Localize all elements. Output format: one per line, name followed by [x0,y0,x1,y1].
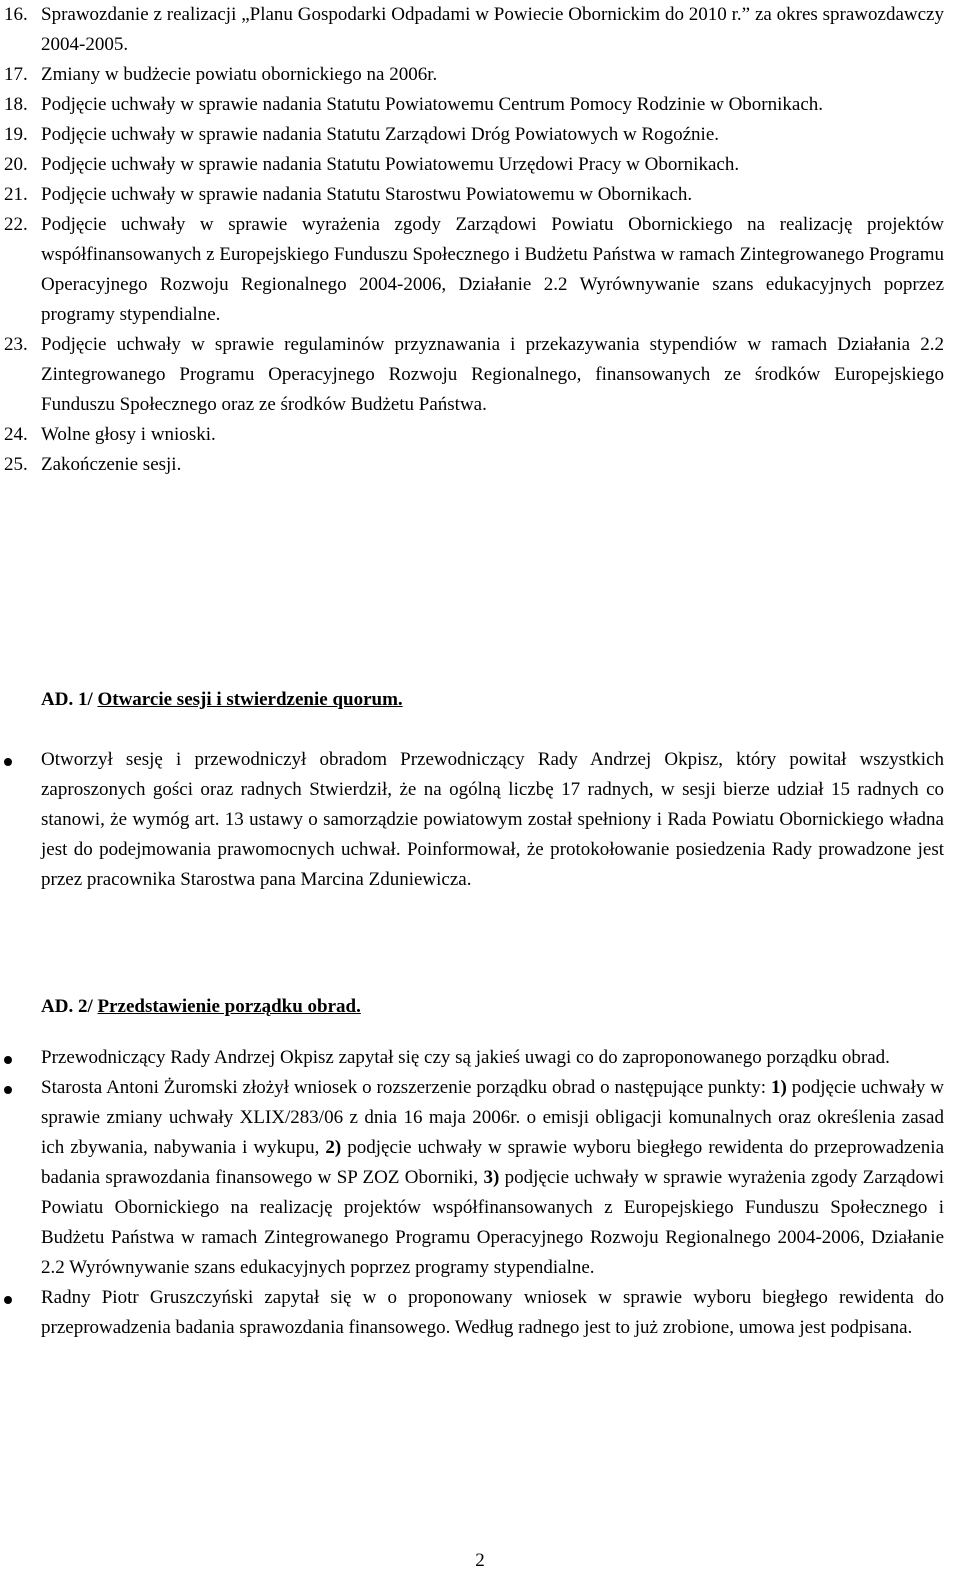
section-1-prefix: AD. 1/ [41,689,98,710]
agenda-item-21 [4,180,944,210]
agenda-number: 18. [4,94,28,115]
agenda-text: Podjęcie uchwały w sprawie nadania Statutu Powiatowemu Urzędowi Pracy w Obornikach. [41,154,740,175]
point-marker: 2) [325,1137,342,1158]
agenda-item-20 [4,150,944,180]
bullet-icon [4,1056,12,1064]
agenda-text: Podjęcie uchwały w sprawie nadania Statutu Starostwu Powiatowemu w Obornikach. [41,184,693,205]
agenda-text: Zakończenie sesji. [41,454,182,475]
agenda-number: 16. [4,4,28,25]
agenda-text: Sprawozdanie z realizacji „Planu Gospodarki Odpadami w Powiecie Obornickim do 2010 r.” za okres sprawozdawczy 2004-2005. [41,4,944,55]
agenda-number: 20. [4,154,28,175]
agenda-item-19 [4,120,944,150]
agenda-number: 22. [4,214,28,235]
section-2-prefix: AD. 2/ [41,996,98,1017]
section-1-bullet [0,745,944,895]
bullet-text-part: Starosta Antoni Żuromski złożył wniosek o rozszerzenie porządku obrad o następujące punkty: [41,1077,771,1098]
agenda-item-22 [4,210,944,330]
bullet-text-part: podjęcie uchwały w sprawie wyrażenia zgody Zarządowi Powiatu Obornickiego na realizację projektów współfinansowanych z Europejskiego Funduszu Społecznego i Budżetu Państwa w ramach Zintegrowanego Programu Operacyjnego Rozwoju Regionalnego 2004-2006, Działanie 2.2 Wyrównywanie szans edukacyjnych poprzez programy stypendialne. [41,1167,944,1278]
agenda-item-16 [4,0,944,60]
bullet-text: Otworzył sesję i przewodniczył obradom Przewodniczący Rady Andrzej Okpisz, który powitał wszystkich zaproszonych gości oraz radnych Stwierdził, że na ogólną liczbę 17 radnych, w sesji bierze udział 15 radnych co stanowi, że wymóg art. 13 ustawy o samorządzie powiatowym został spełniony i Rada Powiatu Obornickiego władna jest do podejmowania prawomocnych uchwał. Poinformował, że protokołowanie posiedzenia Rady prowadzone jest przez pracownika Starostwa pana Marcina Zduniewicza. [41,749,944,890]
agenda-text: Wolne głosy i wnioski. [41,424,216,445]
agenda-item-18 [4,90,944,120]
section-2-heading [41,992,361,1022]
bullet-icon [4,1296,12,1304]
agenda-number: 19. [4,124,28,145]
section-1-title: Otwarcie sesji i stwierdzenie quorum. [97,689,403,710]
bullet-text-part: podjęcie uchwały w sprawie wyboru biegłego rewidenta do przeprowadzenia badania sprawozdania finansowego w SP ZOZ Oborniki, [41,1137,945,1188]
agenda-number: 21. [4,184,28,205]
section-1-heading [41,685,403,715]
section-2-title: Przedstawienie porządku obrad. [97,996,361,1017]
agenda-number: 24. [4,424,28,445]
bullet-icon [4,758,12,766]
agenda-text: Podjęcie uchwały w sprawie nadania Statutu Zarządowi Dróg Powiatowych w Rogoźnie. [41,124,720,145]
agenda-number: 23. [4,334,28,355]
section-2-bullet [0,1073,944,1283]
bullet-text: Przewodniczący Rady Andrzej Okpisz zapytał się czy są jakieś uwagi co do zaproponowanego porządku obrad. [41,1047,890,1068]
agenda-number: 25. [4,454,28,475]
section-2-bullets [0,1043,944,1343]
section-1-bullets [0,745,944,895]
agenda-item-25 [4,450,944,480]
agenda-list [4,0,944,480]
agenda-item-17 [4,60,944,90]
agenda-text: Podjęcie uchwały w sprawie wyrażenia zgody Zarządowi Powiatu Obornickiego na realizację projektów współfinansowanych z Europejskiego Funduszu Społecznego i Budżetu Państwa w ramach Zintegrowanego Programu Operacyjnego Rozwoju Regionalnego 2004-2006, Działanie 2.2 Wyrównywanie szans edukacyjnych poprzez programy stypendialne. [41,214,944,325]
bullet-icon [4,1086,12,1094]
agenda-text: Podjęcie uchwały w sprawie regulaminów przyznawania i przekazywania stypendiów w ramach Działania 2.2 Zintegrowanego Programu Operacyjnego Rozwoju Regionalnego, finansowanych ze środków Europejskiego Funduszu Społecznego oraz ze środków Budżetu Państwa. [41,334,944,415]
agenda-item-24 [4,420,944,450]
section-2-bullet [0,1043,944,1073]
agenda-item-23 [4,330,944,420]
page-number: 2 [475,1550,485,1571]
agenda-number: 17. [4,64,28,85]
point-marker: 1) [771,1077,787,1098]
section-2-bullet [0,1283,944,1343]
agenda-text: Zmiany w budżecie powiatu obornickiego na 2006r. [41,64,438,85]
bullet-text-part: podjęcie uchwały w sprawie zmiany uchwały XLIX/283/06 z dnia 16 maja 2006r. o emisji obligacji komunalnych oraz określenia zasad ich zbywania, nabywania i wykupu, [41,1077,944,1158]
point-marker: 3) [483,1167,500,1188]
agenda-text: Podjęcie uchwały w sprawie nadania Statutu Powiatowemu Centrum Pomocy Rodzinie w Obornikach. [41,94,824,115]
bullet-text: Radny Piotr Gruszczyński zapytał się w o proponowany wniosek w sprawie wyboru biegłego rewidenta do przeprowadzenia badania sprawozdania finansowego. Według radnego jest to już zrobione, umowa jest podpisana. [41,1287,944,1338]
